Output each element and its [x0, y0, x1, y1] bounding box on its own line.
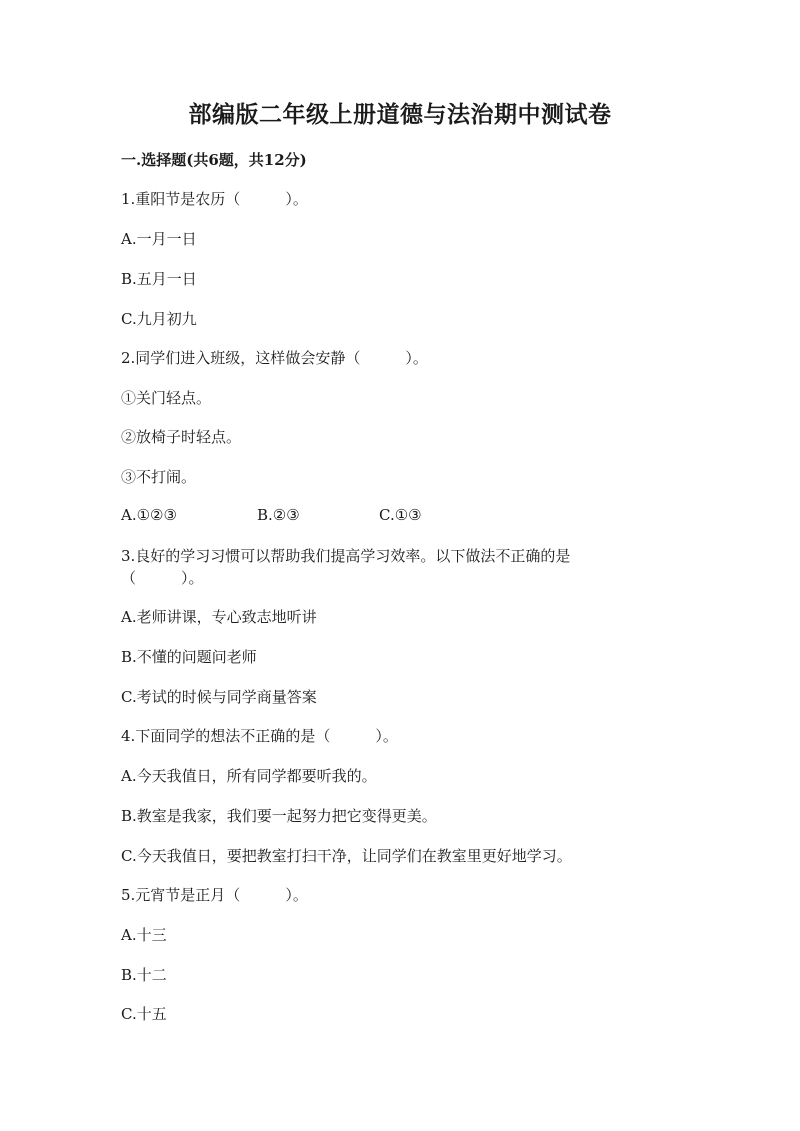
question-5-option-b[interactable]: B.十二	[121, 966, 167, 984]
question-1-stem: 1.重阳节是农历（ ）。	[121, 190, 308, 208]
question-3-option-b[interactable]: B.不懂的问题问老师	[121, 648, 257, 666]
section-heading: 一.选择题(共6题，共12分)	[121, 151, 307, 169]
question-2-statement-2: ②放椅子时轻点。	[121, 428, 242, 446]
question-2-statement-3: ③不打闹。	[121, 468, 197, 486]
question-5-option-a[interactable]: A.十三	[121, 926, 167, 944]
question-1-option-a[interactable]: A.一月一日	[121, 230, 197, 248]
question-3-option-c[interactable]: C.考试的时候与同学商量答案	[121, 688, 317, 706]
question-2-option-b[interactable]: B.②③	[257, 506, 300, 524]
question-2-stem: 2.同学们进入班级，这样做会安静（ ）。	[121, 349, 428, 367]
question-3-stem-line-2: （ ）。	[121, 569, 204, 587]
question-3-option-a[interactable]: A.老师讲课，专心致志地听讲	[121, 608, 317, 626]
question-4-option-c[interactable]: C.今天我值日，要把教室打扫干净，让同学们在教室里更好地学习。	[121, 847, 572, 865]
question-5-option-c[interactable]: C.十五	[121, 1005, 167, 1023]
question-2-option-a[interactable]: A.①②③	[121, 506, 177, 524]
question-1-option-c[interactable]: C.九月初九	[121, 310, 197, 328]
question-3-stem-line-1: 3.良好的学习习惯可以帮助我们提高学习效率。以下做法不正确的是	[121, 547, 571, 565]
question-2-statement-1: ①关门轻点。	[121, 389, 212, 407]
question-1-option-b[interactable]: B.五月一日	[121, 270, 197, 288]
question-4-option-b[interactable]: B.教室是我家，我们要一起努力把它变得更美。	[121, 807, 437, 825]
question-2-option-c[interactable]: C.①③	[379, 506, 422, 524]
question-5-stem: 5.元宵节是正月（ ）。	[121, 886, 308, 904]
question-4-stem: 4.下面同学的想法不正确的是（ ）。	[121, 727, 398, 745]
page-title: 部编版二年级上册道德与法治期中测试卷	[188, 101, 612, 128]
question-4-option-a[interactable]: A.今天我值日，所有同学都要听我的。	[121, 767, 377, 785]
